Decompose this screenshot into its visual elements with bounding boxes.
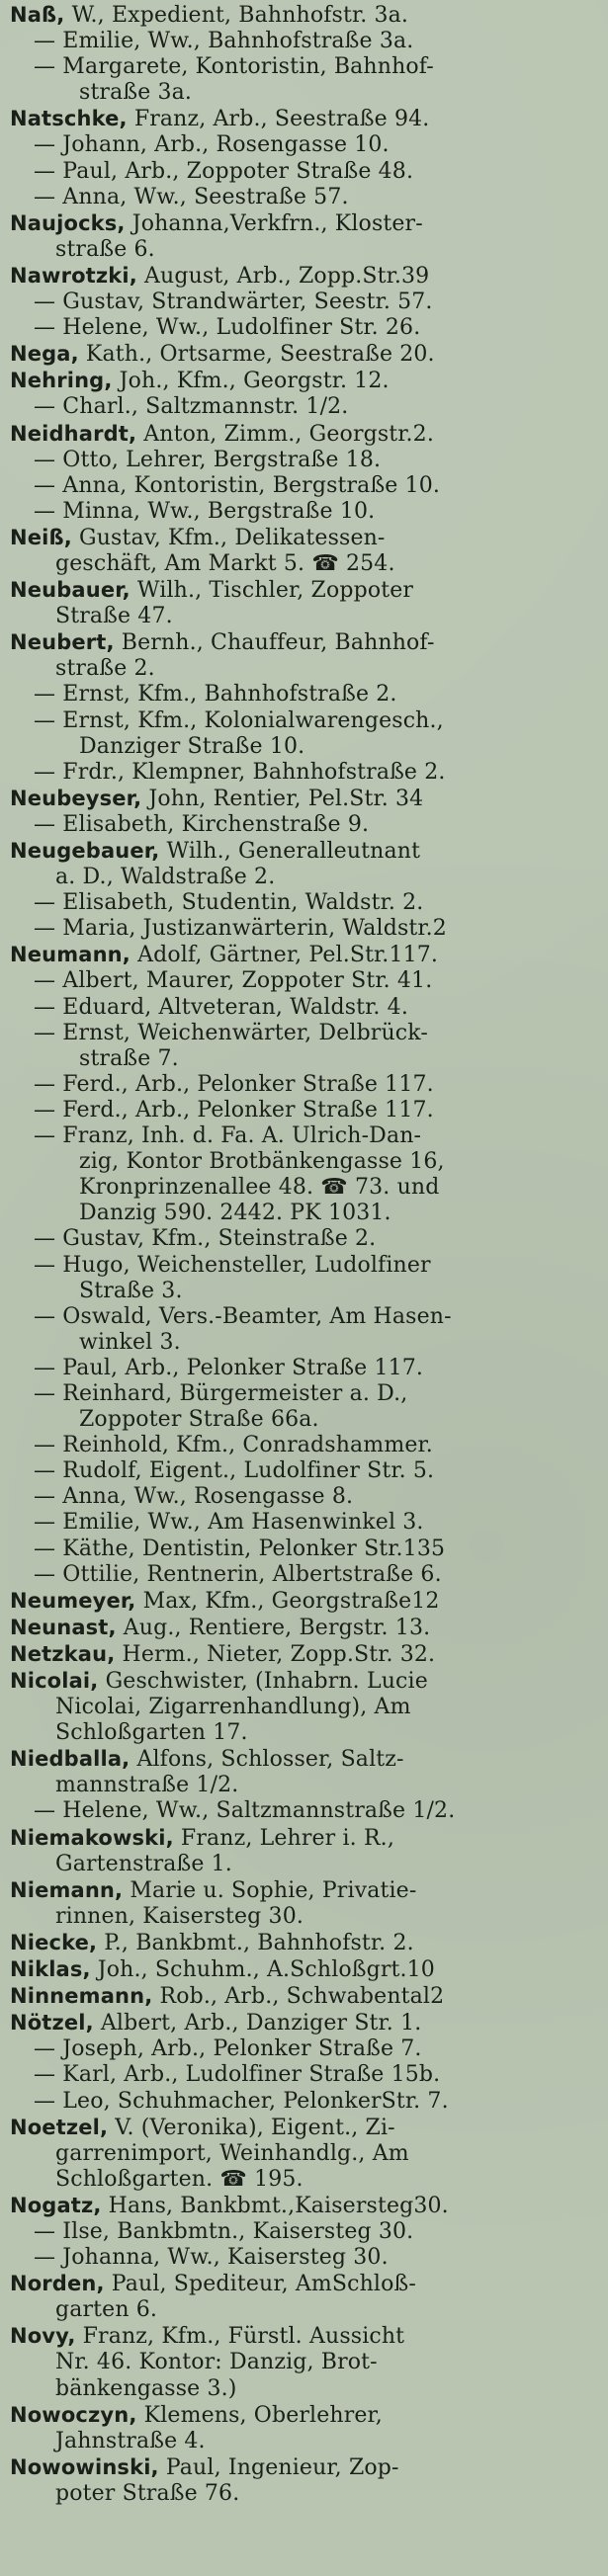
entry-surname: Niklas, (10, 1957, 91, 1982)
entry-text: — Anna, Ww., Seestraße 57. (34, 184, 349, 209)
entry-text: — Paul, Arb., Zoppoter Straße 48. (34, 158, 414, 184)
directory-subentry (10, 1021, 602, 1072)
entry-text: — Frdr., Klempner, Bahnhofstraße 2. (34, 759, 446, 785)
directory-entry (10, 1877, 602, 1930)
directory-entry (10, 786, 602, 812)
entry-first-line (34, 995, 602, 1021)
entry-text: — Gustav, Strandwärter, Seestr. 57. (34, 290, 433, 315)
entry-surname: Neiß, (10, 525, 72, 549)
entry-text: Franz, Kfm., Fürstl. Aussicht (82, 2324, 405, 2350)
entry-first-line (10, 629, 602, 656)
entry-continuation-line: Danziger Straße 10. (79, 733, 305, 759)
directory-subentry (10, 185, 602, 210)
entry-first-line (34, 1798, 602, 1824)
directory-entry (10, 1746, 602, 1798)
directory-subentry (10, 473, 602, 499)
entry-first-line (10, 2323, 602, 2350)
directory-subentry (10, 2219, 602, 2245)
directory-entry (10, 1615, 602, 1641)
entry-surname: Neumann, (10, 943, 130, 967)
entry-first-line (10, 1983, 602, 2010)
directory-subentry (10, 1484, 602, 1510)
entry-text: — Albert, Maurer, Zoppoter Str. 41. (34, 968, 433, 994)
entry-text: Aug., Rentiere, Bergstr. 13. (123, 1615, 431, 1640)
entry-text: — Emilie, Ww., Am Hasenwinkel 3. (34, 1510, 424, 1536)
entry-first-line (34, 1433, 602, 1458)
entry-first-line (34, 890, 602, 916)
entry-text: Gustav, Kfm., Delikatessen- (79, 525, 386, 550)
entry-surname: Niecke, (10, 1930, 98, 1954)
entry-text: John, Rentier, Pel.Str. 34 (148, 786, 424, 811)
entry-text: — Maria, Justizanwärterin, Waldstr.2 (34, 916, 447, 942)
directory-subentry (10, 1072, 602, 1098)
entry-text: — Helene, Ww., Saltzmannstraße 1/2. (34, 1798, 456, 1824)
directory-subentry (10, 1098, 602, 1123)
entry-continuation-line: Nr. 46. Kontor: Danzig, Brot- (55, 2350, 378, 2375)
entry-first-line (34, 1123, 602, 1149)
entry-text: — Joseph, Arb., Pelonker Straße 7. (34, 2036, 422, 2062)
entry-first-line (34, 1253, 602, 1279)
entry-first-line (34, 29, 602, 54)
entry-text: Wilh., Generalleutnant (166, 839, 421, 864)
directory-subentry (10, 1562, 602, 1588)
directory-subentry (10, 448, 602, 473)
entry-surname: Neumeyer, (10, 1588, 136, 1613)
directory-subentry (10, 760, 602, 786)
directory-entry (10, 942, 602, 968)
entry-first-line (10, 2271, 602, 2297)
entry-text: — Eduard, Altveteran, Waldstr. 4. (34, 994, 408, 1020)
entry-text: Adolf, Gärtner, Pel.Str.117. (137, 943, 439, 968)
entry-first-line (10, 2010, 602, 2036)
directory-subentry (10, 1356, 602, 1381)
entry-surname: Nowowinski, (10, 2454, 159, 2479)
entry-surname: Natschke, (10, 107, 128, 131)
entry-first-line (10, 1615, 602, 1641)
entry-first-line (34, 1458, 602, 1484)
entry-first-line (10, 421, 602, 448)
entry-surname: Novy, (10, 2324, 76, 2349)
directory-subentry (10, 812, 602, 838)
entry-text: V. (Veronika), Eigent., Zi- (115, 2115, 395, 2140)
directory-entry (10, 210, 602, 263)
entry-surname: Niemakowski, (10, 1825, 174, 1850)
entry-surname: Neubeyser, (10, 786, 142, 810)
entry-first-line (10, 1956, 602, 1983)
entry-first-line (10, 2193, 602, 2219)
directory-subentry (10, 1458, 602, 1484)
entry-first-line (34, 499, 602, 525)
entry-first-line (34, 1510, 602, 1536)
entry-first-line (34, 1356, 602, 1381)
directory-entry (10, 838, 602, 890)
entry-first-line (34, 132, 602, 158)
entry-first-line (34, 1304, 602, 1330)
directory-entry (10, 1641, 602, 1668)
entry-text: — Ferd., Arb., Pelonker Straße 117. (34, 1097, 434, 1122)
directory-subentry (10, 916, 602, 942)
directory-subentry (10, 499, 602, 525)
entry-text: Herm., Nieter, Zopp.Str. 32. (122, 1641, 436, 1667)
entry-first-line (34, 290, 602, 315)
directory-subentry (10, 1798, 602, 1824)
directory-subentry (10, 132, 602, 158)
entry-first-line (34, 2036, 602, 2062)
directory-entry (10, 368, 602, 394)
entry-text: Paul, Ingenieur, Zop- (165, 2454, 399, 2480)
entry-text: Albert, Arb., Danziger Str. 1. (100, 2011, 422, 2036)
directory-entry (10, 525, 602, 577)
directory-subentry (10, 1537, 602, 1562)
entry-first-line (34, 916, 602, 942)
entry-surname: Neunast, (10, 1615, 117, 1639)
entry-text: — Ferd., Arb., Pelonker Straße 117. (34, 1071, 434, 1097)
entry-text: — Elisabeth, Studentin, Waldstr. 2. (34, 890, 424, 916)
directory-subentry (10, 995, 602, 1021)
entry-text: P., Bankbmt., Bahnhofstr. 2. (104, 1930, 414, 1955)
entry-first-line (34, 473, 602, 499)
entry-text: Kath., Ortsarme, Seestraße 20. (85, 342, 435, 368)
directory-subentry (10, 1510, 602, 1536)
entry-first-line (10, 2402, 602, 2429)
entry-surname: Netzkau, (10, 1641, 116, 1666)
directory-subentry (10, 1304, 602, 1356)
entry-text: — Minna, Ww., Bergstraße 10. (34, 498, 376, 524)
entry-text: — Margarete, Kontoristin, Bahnhof- (34, 54, 434, 80)
directory-subentry (10, 968, 602, 994)
entry-first-line (34, 760, 602, 786)
entry-first-line (34, 708, 602, 734)
entry-continuation-line: straße 7. (79, 1045, 179, 1071)
entry-first-line (10, 210, 602, 237)
entry-first-line (34, 1562, 602, 1588)
entry-continuation-line: straße 2. (55, 656, 155, 682)
directory-entry (10, 421, 602, 448)
directory-entry (10, 106, 602, 132)
entry-surname: Nawrotzki, (10, 263, 137, 288)
entry-continuation-line: rinnen, Kaisersteg 30. (55, 1903, 304, 1929)
entry-continuation-line: Straße 47. (55, 604, 173, 629)
directory-subentry (10, 2036, 602, 2062)
entry-continuation-line: garrenimport, Weinhandlg., Am (55, 2140, 409, 2166)
entry-first-line (34, 1537, 602, 1562)
entry-first-line (34, 2089, 602, 2115)
entry-text: Wilh., Tischler, Zoppoter (136, 578, 414, 604)
entry-surname: Nehring, (10, 369, 113, 393)
directory-entry (10, 2193, 602, 2219)
entry-continuation-line: geschäft, Am Markt 5. ☎ 254. (55, 550, 395, 576)
entry-surname: Neubauer, (10, 578, 130, 603)
entry-text: Geschwister, (Inhabrn. Lucie (105, 1669, 428, 1694)
directory-subentry (10, 1226, 602, 1252)
entry-first-line (10, 525, 602, 551)
entry-first-line (10, 942, 602, 968)
entry-text: Paul, Spediteur, AmSchloß- (111, 2272, 416, 2297)
entry-first-line (10, 577, 602, 604)
entry-text: Franz, Arb., Seestraße 94. (133, 107, 430, 132)
entry-text: Alfons, Schlosser, Saltz- (136, 1747, 404, 1773)
entry-surname: Noetzel, (10, 2115, 109, 2139)
directory-subentry (10, 290, 602, 315)
entry-surname: Nötzel, (10, 2011, 94, 2036)
entry-first-line (10, 1588, 602, 1615)
directory-subentry (10, 1123, 602, 1226)
entry-surname: Neugebauer, (10, 839, 160, 863)
directory-entry (10, 629, 602, 682)
directory-entry (10, 2323, 602, 2401)
entry-text: — Ernst, Kfm., Bahnhofstraße 2. (34, 682, 397, 707)
directory-subentry (10, 1253, 602, 1304)
entry-surname: Nowoczyn, (10, 2402, 137, 2427)
entry-first-line (10, 106, 602, 132)
entry-text: — Ernst, Kfm., Kolonialwarengesch., (34, 707, 444, 733)
directory-subentry (10, 2062, 602, 2088)
entry-first-line (34, 1484, 602, 1510)
entry-continuation-line: Zoppoter Straße 66a. (79, 1407, 319, 1433)
entry-first-line (34, 812, 602, 838)
entry-text: Anton, Zimm., Georgstr.2. (143, 421, 434, 447)
entry-surname: Nogatz, (10, 2193, 102, 2217)
entry-continuation-line: Schloßgarten. ☎ 195. (55, 2166, 304, 2192)
directory-entry (10, 1983, 602, 2010)
entry-continuation-line: poter Straße 76. (55, 2480, 240, 2506)
entry-first-line (34, 2245, 602, 2271)
entry-first-line (34, 448, 602, 473)
entry-surname: Naß, (10, 3, 65, 27)
entry-continuation-line: winkel 3. (79, 1329, 181, 1355)
entry-first-line (10, 1825, 602, 1852)
entry-text: — Helene, Ww., Ludolfiner Str. 26. (34, 315, 421, 341)
entry-continuation-line: Straße 3. (79, 1278, 183, 1303)
entry-first-line (34, 2062, 602, 2088)
entry-text: — Emilie, Ww., Bahnhofstraße 3a. (34, 29, 414, 54)
entry-text: — Anna, Ww., Rosengasse 8. (34, 1484, 354, 1510)
entry-first-line (34, 968, 602, 994)
entry-first-line (34, 1021, 602, 1046)
directory-subentry (10, 2089, 602, 2115)
entry-continuation-line: Danzig 590. 2442. PK 1031. (79, 1201, 391, 1226)
directory-entry (10, 1588, 602, 1615)
entry-continuation-line: Jahnstraße 4. (55, 2428, 206, 2453)
entry-text: — Charl., Saltzmannstr. 1/2. (34, 394, 349, 420)
entry-continuation-line: Schloßgarten 17. (55, 1720, 248, 1746)
entry-continuation-line: mannstraße 1/2. (55, 1773, 239, 1798)
entry-surname: Neubert, (10, 630, 115, 655)
entry-first-line (34, 1381, 602, 1407)
entry-first-line (34, 1226, 602, 1252)
entry-text: — Elisabeth, Kirchenstraße 9. (34, 811, 370, 837)
entry-text: Hans, Bankbmt.,Kaisersteg30. (108, 2193, 449, 2218)
entry-first-line (10, 368, 602, 394)
entry-continuation-line: Kronprinzenallee 48. ☎ 73. und (79, 1175, 440, 1201)
entry-text: — Franz, Inh. d. Fa. A. Ulrich-Dan- (34, 1123, 422, 1149)
directory-subentry (10, 2245, 602, 2271)
directory-subentry (10, 1433, 602, 1458)
entry-first-line (34, 394, 602, 420)
entry-text: Joh., Schuhm., A.Schloßgrt.10 (97, 1957, 435, 1983)
directory-subentry (10, 159, 602, 185)
entry-text: Bernh., Chauffeur, Bahnhof- (121, 630, 435, 656)
directory-subentry (10, 682, 602, 707)
entry-surname: Neidhardt, (10, 421, 137, 446)
entry-first-line (34, 1072, 602, 1098)
entry-continuation-line: Gartenstraße 1. (55, 1851, 232, 1876)
directory-entry (10, 2115, 602, 2193)
directory-subentry (10, 890, 602, 916)
directory-entry (10, 2010, 602, 2036)
entry-surname: Niemann, (10, 1877, 124, 1902)
entry-continuation-line: garten 6. (55, 2297, 158, 2323)
directory-subentry (10, 54, 602, 106)
entry-text: — Hugo, Weichensteller, Ludolfiner (34, 1252, 431, 1278)
directory-entry (10, 1668, 602, 1746)
directory-subentry (10, 394, 602, 420)
entry-text: Marie u. Sophie, Privatie- (130, 1877, 417, 1903)
entry-first-line (10, 1668, 602, 1695)
entry-text: Rob., Arb., Schwabental2 (159, 1984, 445, 2010)
entry-first-line (10, 1930, 602, 1956)
entry-first-line (10, 786, 602, 812)
entry-continuation-line: zig, Kontor Brotbänkengasse 16, (79, 1149, 445, 1175)
directory-entry (10, 2402, 602, 2454)
directory-entry (10, 341, 602, 368)
entry-first-line (10, 341, 602, 368)
entry-first-line (34, 682, 602, 707)
entry-first-line (10, 1877, 602, 1904)
directory-subentry (10, 1381, 602, 1433)
entry-first-line (10, 1746, 602, 1773)
entry-text: Joh., Kfm., Georgstr. 12. (119, 369, 390, 394)
entry-first-line (34, 185, 602, 210)
entry-text: Franz, Lehrer i. R., (180, 1825, 394, 1851)
entry-text: August, Arb., Zopp.Str.39 (144, 263, 430, 289)
entry-first-line (34, 54, 602, 80)
entry-continuation-line: bänkengasse 3.) (55, 2375, 237, 2401)
entry-text: Klemens, Oberlehrer, (143, 2402, 383, 2428)
entry-first-line (34, 315, 602, 341)
directory-subentry (10, 29, 602, 54)
entry-surname: Naujocks, (10, 210, 126, 235)
entry-continuation-line: straße 6. (55, 236, 155, 262)
entry-text: — Ilse, Bankbmtn., Kaisersteg 30. (34, 2218, 414, 2244)
entry-text: — Reinhold, Kfm., Conradshammer. (34, 1433, 433, 1458)
directory-entry (10, 1956, 602, 1983)
entry-surname: Ninnemann, (10, 1984, 153, 2009)
entry-text: — Karl, Arb., Ludolfiner Straße 15b. (34, 2062, 441, 2088)
entry-text: — Leo, Schuhmacher, PelonkerStr. 7. (34, 2088, 449, 2114)
directory-entry (10, 1825, 602, 1877)
entry-text: Max, Kfm., Georgstraße12 (142, 1588, 440, 1614)
directory-entry (10, 2, 602, 29)
entry-first-line (10, 2115, 602, 2141)
directory-subentry (10, 315, 602, 341)
entry-first-line (10, 1641, 602, 1668)
directory-subentry (10, 708, 602, 760)
entry-first-line (10, 838, 602, 865)
entry-first-line (34, 2219, 602, 2245)
entry-surname: Nega, (10, 342, 79, 367)
entry-continuation-line: Nicolai, Zigarrenhandlung), Am (55, 1695, 411, 1720)
directory-entry (10, 263, 602, 290)
entry-first-line (10, 2, 602, 29)
directory-entry (10, 1930, 602, 1956)
entry-continuation-line: straße 3a. (79, 80, 193, 106)
entry-text: — Anna, Kontoristin, Bergstraße 10. (34, 472, 441, 498)
directory-entry (10, 2271, 602, 2323)
directory-entry (10, 2454, 602, 2507)
entry-text: — Käthe, Dentistin, Pelonker Str.135 (34, 1536, 446, 1561)
entry-text: — Johanna, Ww., Kaisersteg 30. (34, 2245, 389, 2271)
entry-text: Johanna,Verkfrn., Kloster- (131, 210, 423, 236)
entry-text: — Otto, Lehrer, Bergstraße 18. (34, 447, 382, 472)
entry-surname: Norden, (10, 2272, 105, 2296)
entry-text: — Oswald, Vers.-Beamter, Am Hasen- (34, 1303, 452, 1329)
entry-first-line (10, 2454, 602, 2481)
entry-surname: Nicolai, (10, 1669, 99, 1693)
entry-first-line (34, 159, 602, 185)
entry-text: — Gustav, Kfm., Steinstraße 2. (34, 1226, 377, 1252)
entry-text: — Ottilie, Rentnerin, Albertstraße 6. (34, 1561, 442, 1587)
directory-entry (10, 577, 602, 629)
entry-text: — Rudolf, Eigent., Ludolfiner Str. 5. (34, 1458, 435, 1484)
entry-text: — Ernst, Weichenwärter, Delbrück- (34, 1020, 428, 1045)
entry-text: — Paul, Arb., Pelonker Straße 117. (34, 1355, 424, 1380)
entry-first-line (10, 263, 602, 290)
entry-continuation-line: a. D., Waldstraße 2. (55, 865, 276, 890)
entry-text: — Reinhard, Bürgermeister a. D., (34, 1380, 408, 1406)
entry-first-line (34, 1098, 602, 1123)
entry-text: W., Expedient, Bahnhofstr. 3a. (71, 3, 409, 28)
entry-text: — Johann, Arb., Rosengasse 10. (34, 132, 390, 158)
entry-surname: Niedballa, (10, 1747, 130, 1772)
